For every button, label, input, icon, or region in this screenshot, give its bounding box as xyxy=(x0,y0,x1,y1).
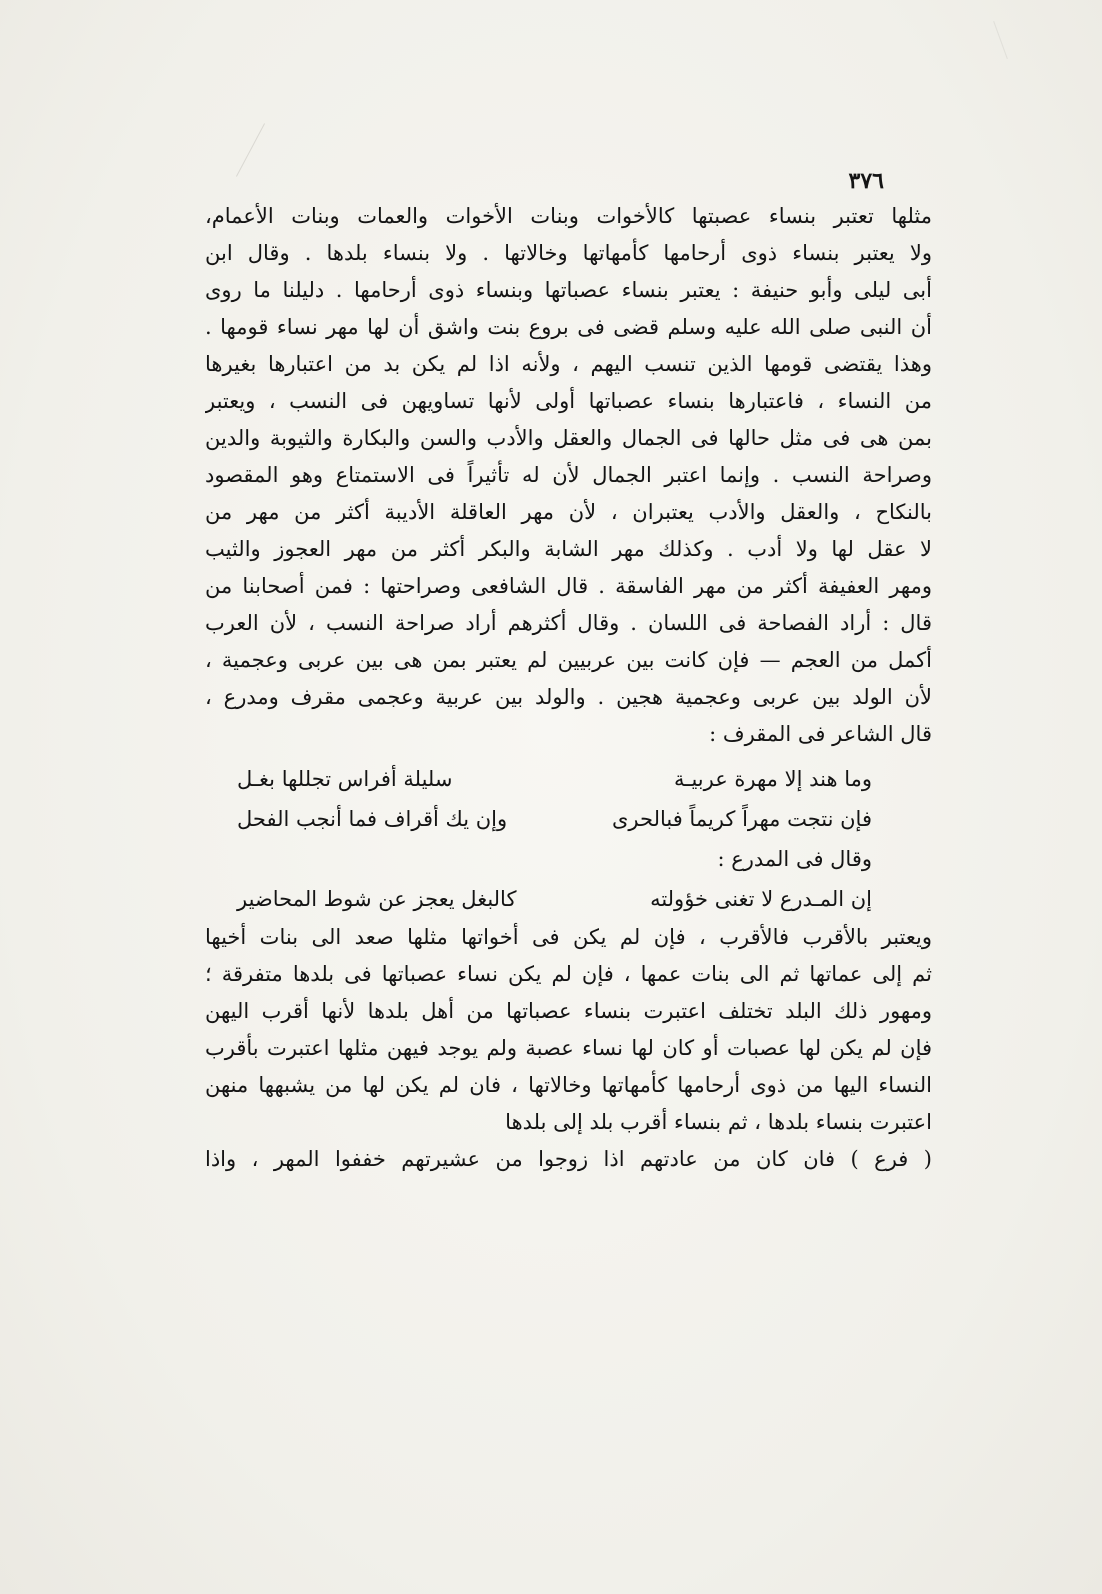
hemistich-first: وما هند إلا مهرة عربيـة xyxy=(674,767,872,791)
text-line: قال الشاعر فى المقرف : xyxy=(709,722,932,746)
paragraph-2 xyxy=(205,919,932,1141)
text-line: اعتبرت بنساء بلدها ، ثم بنساء أقرب بلد إلى بلدها xyxy=(505,1110,932,1134)
text-line: ويعتبر بالأقرب فالأقرب ، فإن لم يكن فى أخواتها مثلها صعد الى بنات أخيها xyxy=(205,925,932,949)
text-line: من النساء ، فاعتبارها بنساء عصباتها أولى لأنها تساويهن فى النسب ، ويعتبر xyxy=(205,389,932,413)
text-line: ولا يعتبر بنساء ذوى أرحامها كأمهاتها وخالاتها . ولا بنساء بلدها . وقال ابن xyxy=(205,241,932,265)
text-line: مثلها تعتبر بنساء عصبتها كالأخوات وبنات الأخوات والعمات وبنات الأعمام، xyxy=(205,204,932,228)
poem-verse xyxy=(205,759,932,799)
text-line: وهذا يقتضى قومها الذين تنسب اليهم ، ولأنه اذا لم يكن بد من اعتبارها بغيرها xyxy=(205,352,932,376)
text-line: قال : أراد الفصاحة فى اللسان . وقال أكثرهم أراد صراحة النسب ، لأن العرب xyxy=(205,611,932,635)
scan-artifact-line xyxy=(993,21,1008,59)
text-line: لأن الولد بين عربى وعجمية هجين . والولد بين عربية وعجمى مقرف ومدرع ، xyxy=(205,685,932,709)
text-line: النساء اليها من ذوى أرحامها كأمهاتها وخالاتها ، فان لم يكن لها من يشبهها منهن xyxy=(205,1073,932,1097)
poem-verse xyxy=(205,879,932,919)
body-text xyxy=(205,198,932,1178)
page-number: ٣٧٦ xyxy=(848,168,884,194)
paragraph-1 xyxy=(205,198,932,753)
text-line: فإن لم يكن لها عصبات أو كان لها نساء عصبة ولم يوجد فيهن مثلها اعتبرت بأقرب xyxy=(205,1036,932,1060)
text-line: بمن هى فى مثل حالها فى الجمال والعقل والأدب والسن والبكارة والثيوبة والدين xyxy=(205,426,932,450)
text-line: أكمل من العجم — فإن كانت بين عربيين لم يعتبر بمن هى بين عربى وعجمية ، xyxy=(205,648,932,672)
hemistich-second: وإن يك أقراف فما أنجب الفحل xyxy=(237,807,508,831)
text-line: أن النبى صلى الله عليه وسلم قضى فى بروع بنت واشق أن لها مهر نساء قومها . xyxy=(205,315,932,339)
hemistich-first: إن المـدرع لا تغنى خؤولته xyxy=(650,887,872,911)
text-line: وصراحة النسب . وإنما اعتبر الجمال لأن له تأثيراً فى الاستمتاع وهو المقصود xyxy=(205,463,932,487)
hemistich-second: سليلة أفراس تجللها بغـل xyxy=(237,767,453,791)
text-line: بالنكاح ، والعقل والأدب يعتبران ، لأن مهر العاقلة الأديبة أكثر من مهر من xyxy=(205,500,932,524)
text-line: ومهور ذلك البلد تختلف اعتبرت بنساء عصباتها من أهل بلدها لأنها أقرب اليهن xyxy=(205,999,932,1023)
poem-1 xyxy=(205,759,932,919)
text-line: ومهر العفيفة أكثر من مهر الفاسقة . قال الشافعى وصراحتها : فمن أصحابنا من xyxy=(205,574,932,598)
text-line: ( فرع ) فان كان من عادتهم اذا زوجوا من عشيرتهم خففوا المهر ، واذا xyxy=(205,1147,932,1171)
text-line: أبى ليلى وأبو حنيفة : يعتبر بنساء عصباتها وبنساء ذوى أرحامها . دليلنا ما روى xyxy=(205,278,932,302)
paragraph-3 xyxy=(205,1141,932,1178)
hemistich-first: فإن نتجت مهراً كريماً فبالحرى xyxy=(612,807,872,831)
text-line: ثم إلى عماتها ثم الى بنات عمها ، فإن لم يكن نساء عصباتها فى بلدها متفرقة ؛ xyxy=(205,962,932,986)
text-line: لا عقل لها ولا أدب . وكذلك مهر الشابة والبكر أكثر من مهر العجوز والثيب xyxy=(205,537,932,561)
poem-verse xyxy=(205,799,932,839)
hemistich-second: كالبغل يعجز عن شوط المحاضير xyxy=(237,887,517,911)
poem-2-intro: وقال فى المدرع : xyxy=(717,847,872,871)
scan-artifact-line xyxy=(236,123,265,176)
